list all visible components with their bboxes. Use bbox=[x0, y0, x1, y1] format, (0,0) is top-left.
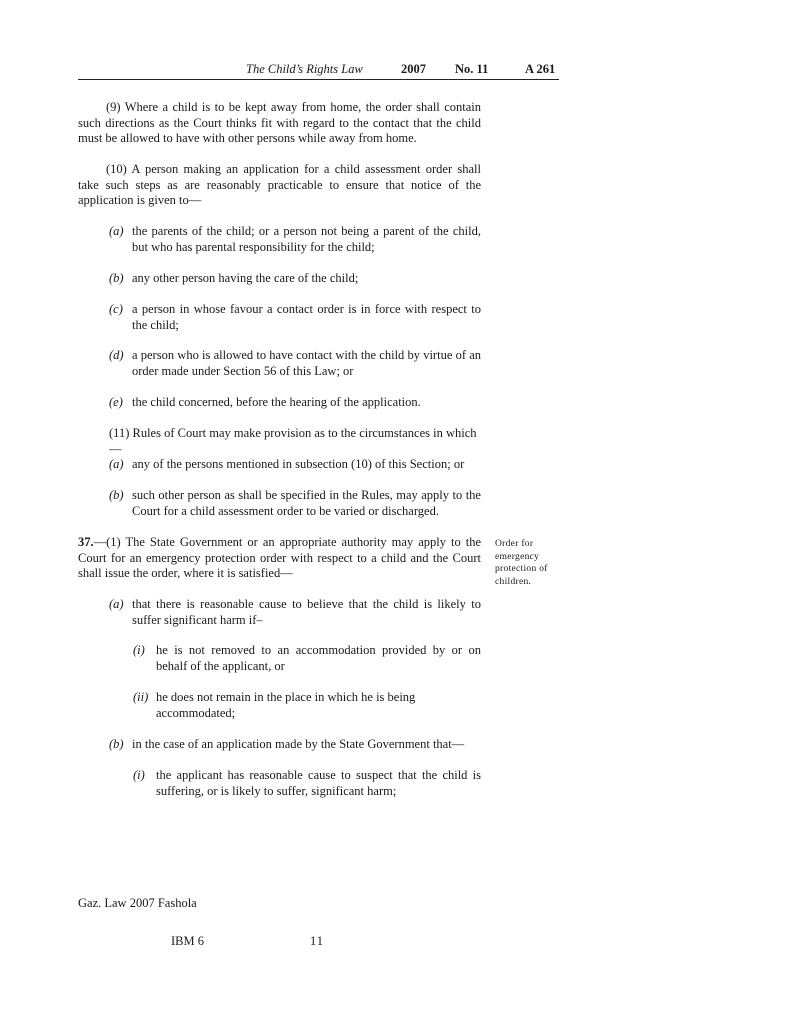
item-text: the child concerned, before the hearing of the application. bbox=[132, 395, 421, 409]
gazette-footer: Gaz. Law 2007 Fashola bbox=[78, 896, 197, 910]
header-year: 2007 bbox=[401, 62, 426, 76]
item-text: he is not removed to an accommodation provided by or on behalf of the applicant, or bbox=[156, 643, 481, 673]
header-rule bbox=[78, 79, 559, 80]
item-text: the parents of the child; or a person not being a parent of the child, but who has parental responsibility for the child; bbox=[132, 224, 481, 254]
side-note: Order for emergency protection of children. bbox=[495, 539, 548, 587]
section-37 bbox=[78, 535, 481, 582]
item-text: a person who is allowed to have contact with the child by virtue of an order made under Section 56 of this Law; or bbox=[132, 348, 481, 378]
item-label: (i) bbox=[133, 643, 145, 657]
footer-number: 11 bbox=[310, 934, 325, 948]
item-label: (b) bbox=[109, 737, 124, 751]
item-text: a person in whose favour a contact order is in force with respect to the child; bbox=[132, 302, 481, 332]
header-law-number: No. 11 bbox=[455, 62, 489, 76]
item-text: such other person as shall be specified in the Rules, may apply to the Court for a child assessment order to be varied or discharged. bbox=[132, 488, 481, 518]
item-text: any of the persons mentioned in subsection (10) of this Section; or bbox=[132, 457, 465, 471]
subsection-11-text: (11) Rules of Court may make provision as to the circumstances in which— bbox=[109, 426, 477, 456]
item-label: (e) bbox=[109, 395, 123, 409]
item-text: he does not remain in the place in which he is being accommodated; bbox=[156, 690, 416, 720]
item-label: (b) bbox=[109, 488, 124, 502]
section-37-text: —(1) The State Government or an appropriate authority may apply to the Court for an emergency protection order with respect to a child and the Court shall issue the order, where it is satisfied— bbox=[78, 535, 481, 580]
subsection-10: (10) A person making an application for a child assessment order shall take such steps as are reasonably practicable to ensure that notice of the application is given to— bbox=[78, 162, 481, 207]
running-title: The Child’s Rights Law bbox=[246, 62, 363, 76]
item-text: that there is reasonable cause to believe that the child is likely to suffer significant harm if– bbox=[132, 597, 481, 627]
item-label: (c) bbox=[109, 302, 123, 316]
item-text: the applicant has reasonable cause to suspect that the child is suffering, or is likely to suffer, significant harm; bbox=[156, 768, 481, 798]
item-label: (i) bbox=[133, 768, 145, 782]
item-label: (b) bbox=[109, 271, 124, 285]
item-label: (a) bbox=[109, 597, 124, 611]
item-label: (a) bbox=[109, 457, 124, 471]
item-text: any other person having the care of the child; bbox=[132, 271, 359, 285]
page-number: A 261 bbox=[525, 62, 556, 76]
section-number: 37. bbox=[78, 535, 94, 549]
item-label: (ii) bbox=[133, 690, 149, 704]
item-text: in the case of an application made by the State Government that— bbox=[132, 737, 465, 751]
item-label: (d) bbox=[109, 348, 124, 362]
subsection-9: (9) Where a child is to be kept away from home, the order shall contain such directions as the Court thinks fit with regard to the contact that the child must be allowed to have with other persons while away from home. bbox=[78, 100, 481, 145]
item-label: (a) bbox=[109, 224, 124, 238]
ibm-code: IBM 6 bbox=[171, 934, 204, 948]
